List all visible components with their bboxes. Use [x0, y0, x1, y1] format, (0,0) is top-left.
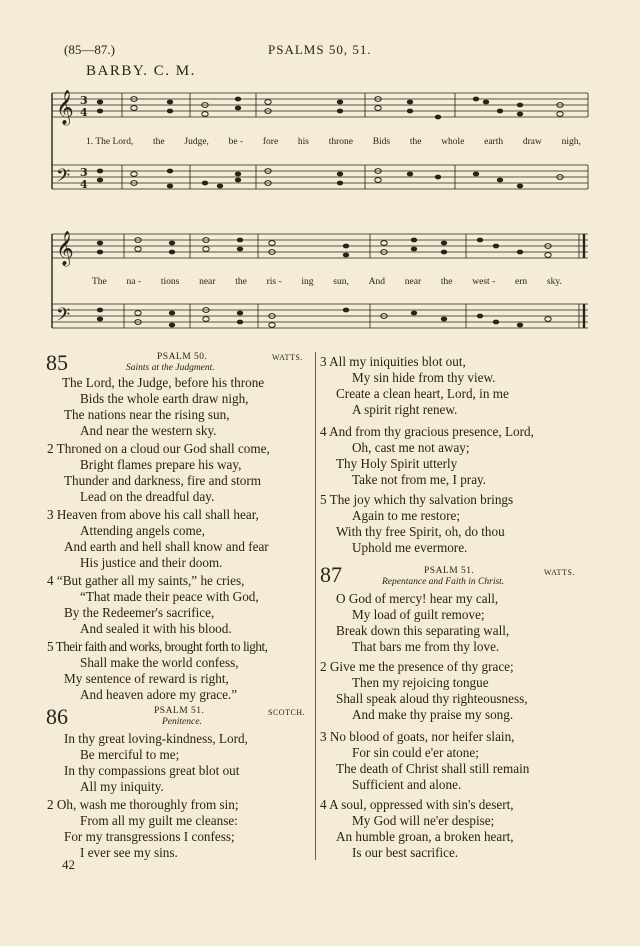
- lyric-syllable: the: [440, 277, 453, 287]
- verse-line: In thy compassions great blot out: [64, 763, 240, 778]
- verse-line: And sealed it with his blood.: [80, 621, 232, 636]
- lyric-syllable: throne: [328, 137, 353, 147]
- lyric-syllable: nigh,: [561, 137, 581, 147]
- verse-line: From all my guilt me cleanse:: [80, 813, 238, 828]
- psalm-heading: PSALM 51.: [424, 566, 475, 576]
- verse-line: Thunder and darkness, fire and storm: [64, 473, 262, 488]
- hymn-number: 86: [46, 704, 68, 729]
- lyric-syllable: The: [92, 277, 107, 287]
- lyric-syllable: draw: [522, 137, 542, 147]
- verse-line: O God of mercy! hear my call,: [336, 591, 499, 606]
- lyric-syllable: fore: [262, 137, 279, 147]
- lyric-syllable: tions: [160, 277, 180, 287]
- hymn-author: WATTS.: [544, 568, 575, 577]
- lyric-syllable: whole: [441, 137, 465, 147]
- verse-line: In thy great loving-kindness, Lord,: [64, 731, 248, 746]
- verse-line: 5 The joy which thy salvation brings: [320, 492, 514, 507]
- verse-line: Uphold me evermore.: [352, 540, 468, 555]
- verse-line: 3 No blood of goats, nor heifer slain,: [320, 729, 515, 744]
- lyric-syllable: near: [199, 277, 216, 287]
- verse-line: With thy free Spirit, oh, do thou: [336, 524, 505, 539]
- verse-line: 4 And from thy gracious presence, Lord,: [320, 424, 534, 439]
- lyric-syllable: be -: [228, 137, 244, 147]
- verse-line: 5 Their faith and works, brought forth to light,: [47, 639, 268, 654]
- lyric-syllable: earth: [484, 137, 504, 147]
- svg-text:3: 3: [80, 94, 88, 107]
- verse-line: All my iniquity.: [80, 779, 164, 794]
- verse-line: My sin hide from thy view.: [352, 370, 496, 385]
- verse-line: That bars me from thy love.: [352, 639, 500, 654]
- verse-line: Bright flames prepare his way,: [80, 457, 242, 472]
- verse-line: 2 Throned on a cloud our God shall come,: [47, 441, 270, 456]
- hymn-subtitle: Penitence.: [162, 717, 202, 727]
- svg-text:𝄢: 𝄢: [56, 166, 71, 191]
- verse-line: Bids the whole earth draw nigh,: [80, 391, 249, 406]
- lyric-syllable: near: [404, 277, 422, 287]
- lyric-syllable: west -: [472, 277, 496, 287]
- verse-line: Thy Holy Spirit utterly: [336, 456, 458, 471]
- column-divider: [315, 352, 316, 860]
- svg-text:4: 4: [80, 178, 88, 191]
- verse-line: And near the western sky.: [80, 423, 217, 438]
- verse-line: And heaven adore my grace.”: [80, 687, 238, 702]
- verse-line: Again to me restore;: [352, 508, 461, 523]
- running-title: PSALMS 50, 51.: [268, 42, 372, 57]
- verse-line: For my transgressions I confess;: [64, 829, 235, 844]
- hymn-number: 85: [46, 350, 68, 375]
- verse-line: And earth and hell shall know and fear: [64, 539, 269, 554]
- verse-line: The nations near the rising sun,: [64, 407, 230, 422]
- verse-line: By the Redeemer's sacrifice,: [64, 605, 215, 620]
- lyrics-line-2: [92, 277, 562, 287]
- verse-line: Shall make the world confess,: [80, 655, 239, 670]
- verse-line: His justice and their doom.: [80, 555, 223, 570]
- verse-line: And make thy praise my song.: [352, 707, 514, 722]
- psalm-heading: PSALM 50.: [157, 352, 208, 362]
- svg-text:𝄞: 𝄞: [56, 90, 74, 125]
- lyric-syllable: 1. The Lord,: [86, 137, 134, 147]
- hymn-subtitle: Saints at the Judgment.: [126, 363, 215, 373]
- verse-line: Be merciful to me;: [80, 747, 180, 762]
- lyric-syllable: Judge,: [184, 137, 209, 147]
- lyric-syllable: na -: [126, 277, 142, 287]
- verse-line: I ever see my sins.: [80, 845, 178, 860]
- verse-line: Then my rejoicing tongue: [352, 675, 489, 690]
- verse-line: Shall speak aloud thy righteousness,: [336, 691, 528, 706]
- lyric-syllable: And: [368, 277, 386, 287]
- tune-name: BARBY. C. M.: [86, 63, 196, 79]
- verse-line: Lead on the dreadful day.: [80, 489, 215, 504]
- lyric-syllable: ing: [301, 277, 314, 287]
- lyric-syllable: the: [409, 137, 422, 147]
- verse-line: For sin could e'er atone;: [352, 745, 479, 760]
- verse-line: My load of guilt remove;: [352, 607, 485, 622]
- verse-line: Break down this separating wall,: [336, 623, 510, 638]
- psalm-heading: PSALM 51.: [154, 706, 205, 716]
- verse-line: 2 Oh, wash me thoroughly from sin;: [47, 797, 239, 812]
- svg-text:𝄢: 𝄢: [56, 305, 71, 330]
- lyric-syllable: the: [153, 137, 165, 147]
- verse-line: Is our best sacrifice.: [352, 845, 459, 860]
- verse-line: 3 All my iniquities blot out,: [320, 354, 466, 369]
- verse-line: The death of Christ shall still remain: [336, 761, 530, 776]
- verse-line: 4 “But gather all my saints,” he cries,: [47, 573, 245, 588]
- hymn-subtitle: Repentance and Faith in Christ.: [382, 577, 505, 587]
- lyric-syllable: the: [235, 277, 247, 287]
- lyric-syllable: his: [297, 137, 309, 147]
- svg-text:3: 3: [80, 166, 88, 179]
- page-number: 42: [62, 857, 75, 872]
- verse-line: My God will ne'er despise;: [352, 813, 495, 828]
- lyric-syllable: sun,: [333, 277, 349, 287]
- lyric-syllable: ern: [515, 277, 528, 287]
- hymn-number: 87: [320, 562, 342, 587]
- hymn-author: WATTS.: [272, 353, 303, 362]
- verse-line: Oh, cast me not away;: [352, 440, 470, 455]
- svg-text:𝄞: 𝄞: [56, 231, 74, 266]
- lyric-syllable: sky.: [546, 277, 562, 287]
- lyric-syllable: ris -: [266, 277, 282, 287]
- verse-line: A spirit right renew.: [352, 402, 458, 417]
- verse-line: My sentence of reward is right,: [64, 671, 229, 686]
- verse-line: Create a clean heart, Lord, in me: [336, 386, 509, 401]
- page-range: (85—87.): [64, 42, 115, 57]
- hymn-author: SCOTCH.: [268, 708, 306, 717]
- verse-line: The Lord, the Judge, before his throne: [62, 375, 265, 390]
- verse-line: Sufficient and alone.: [352, 777, 462, 792]
- lyric-syllable: Bids: [372, 137, 391, 147]
- verse-line: Attending angels come,: [80, 523, 205, 538]
- lyrics-line-1: [86, 137, 581, 147]
- verse-line: 4 A soul, oppressed with sin's desert,: [320, 797, 514, 812]
- verse-line: 3 Heaven from above his call shall hear,: [47, 507, 259, 522]
- verse-line: Take not from me, I pray.: [352, 472, 487, 487]
- svg-text:4: 4: [80, 106, 88, 119]
- verse-line: 2 Give me the presence of thy grace;: [320, 659, 514, 674]
- verse-line: “That made their peace with God,: [80, 589, 259, 604]
- verse-line: An humble groan, a broken heart,: [336, 829, 514, 844]
